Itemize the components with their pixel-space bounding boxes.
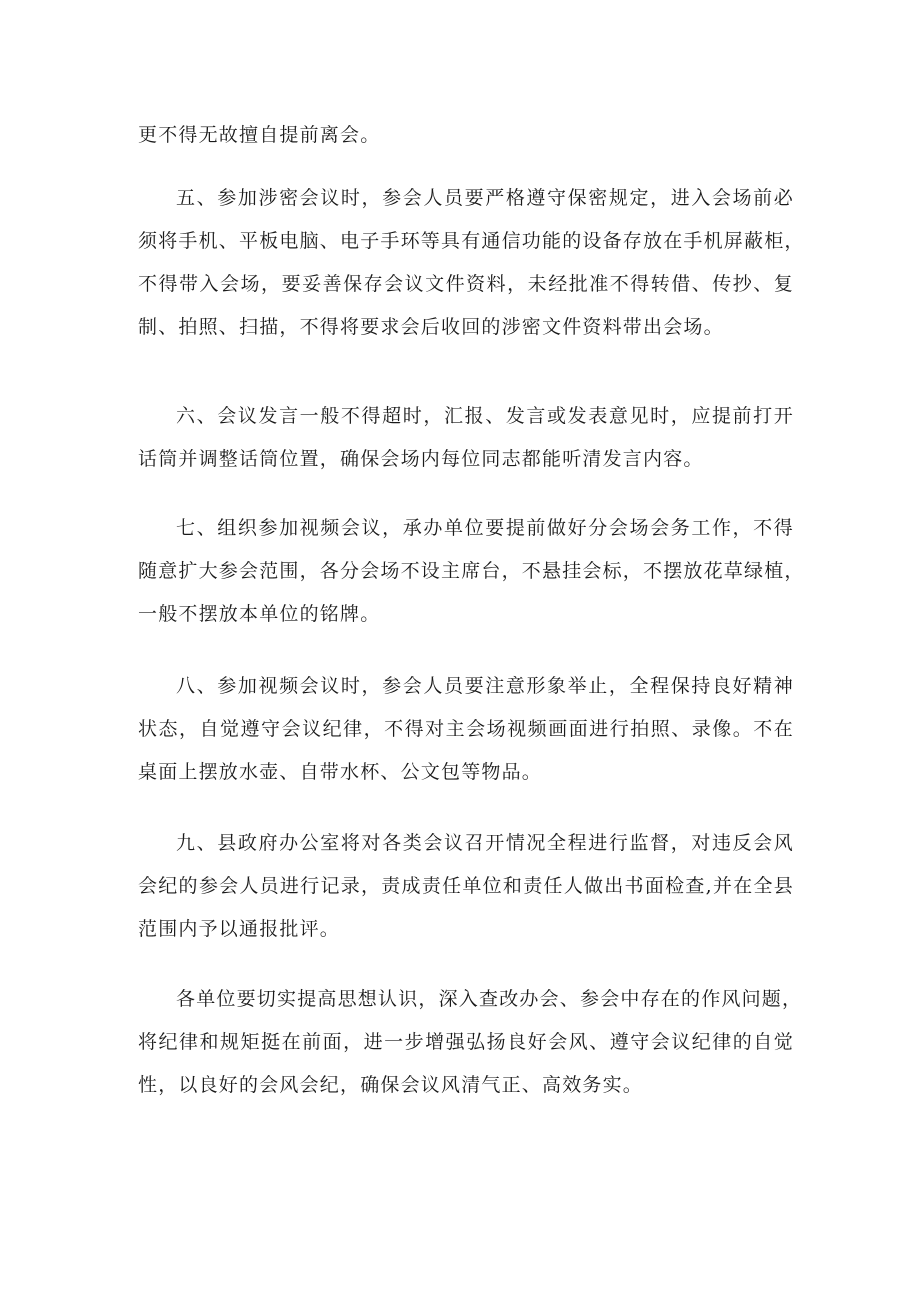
paragraph-item-7	[138, 507, 805, 636]
text-line: 随意扩大参会范围，各分会场不设主席台，不悬挂会标，不摆放花草绿植，	[138, 560, 805, 582]
text-line: 六、会议发言一般不得超时，汇报、发言或发表意见时，应提前打开	[176, 405, 794, 427]
text-line: 性，以良好的会风会纪，确保会议风清气正、高效务实。	[138, 1074, 644, 1096]
text-line: 范围内予以通报批评。	[138, 918, 341, 940]
text-line: 九、县政府办公室将对各类会议召开情况全程进行监督，对违反会风	[176, 832, 794, 854]
text-line: 将纪律和规矩挺在前面，进一步增强弘扬良好会风、遵守会议纪律的自觉	[138, 1031, 794, 1053]
text-line: 状态，自觉遵守会议纪律，不得对主会场视频画面进行拍照、录像。不在	[138, 718, 794, 740]
text-line: 会纪的参会人员进行记录，责成责任单位和责任人做出书面检查,并在全县	[138, 875, 794, 897]
text-line: 桌面上摆放水壶、自带水杯、公文包等物品。	[138, 761, 543, 783]
text-line: 八、参加视频会议时，参会人员要注意形象举止，全程保持良好精神	[176, 675, 794, 697]
text-line: 制、拍照、扫描，不得将要求会后收回的涉密文件资料带出会场。	[138, 316, 724, 338]
paragraph-continuation	[138, 114, 794, 157]
paragraph-item-9	[138, 822, 794, 951]
text-line: 七、组织参加视频会议，承办单位要提前做好分会场会务工作，不得	[176, 517, 794, 539]
paragraph-item-6	[138, 395, 794, 481]
text-line: 更不得无故擅自提前离会。	[138, 124, 381, 146]
text-line: 五、参加涉密会议时，参会人员要严格遵守保密规定，进入会场前必	[176, 187, 794, 209]
paragraph-item-8	[138, 665, 794, 794]
text-line: 须将手机、平板电脑、电子手环等具有通信功能的设备存放在手机屏蔽柜，	[138, 230, 805, 252]
paragraph-closing	[138, 978, 803, 1107]
text-line: 一般不摆放本单位的铭牌。	[138, 603, 381, 625]
text-line: 各单位要切实提高思想认识，深入查改办会、参会中存在的作风问题，	[176, 988, 803, 1010]
text-line: 不得带入会场，要妥善保存会议文件资料，未经批准不得转借、传抄、复	[138, 273, 794, 295]
text-line: 话筒并调整话筒位置，确保会场内每位同志都能听清发言内容。	[138, 448, 704, 470]
paragraph-item-5	[138, 177, 805, 349]
